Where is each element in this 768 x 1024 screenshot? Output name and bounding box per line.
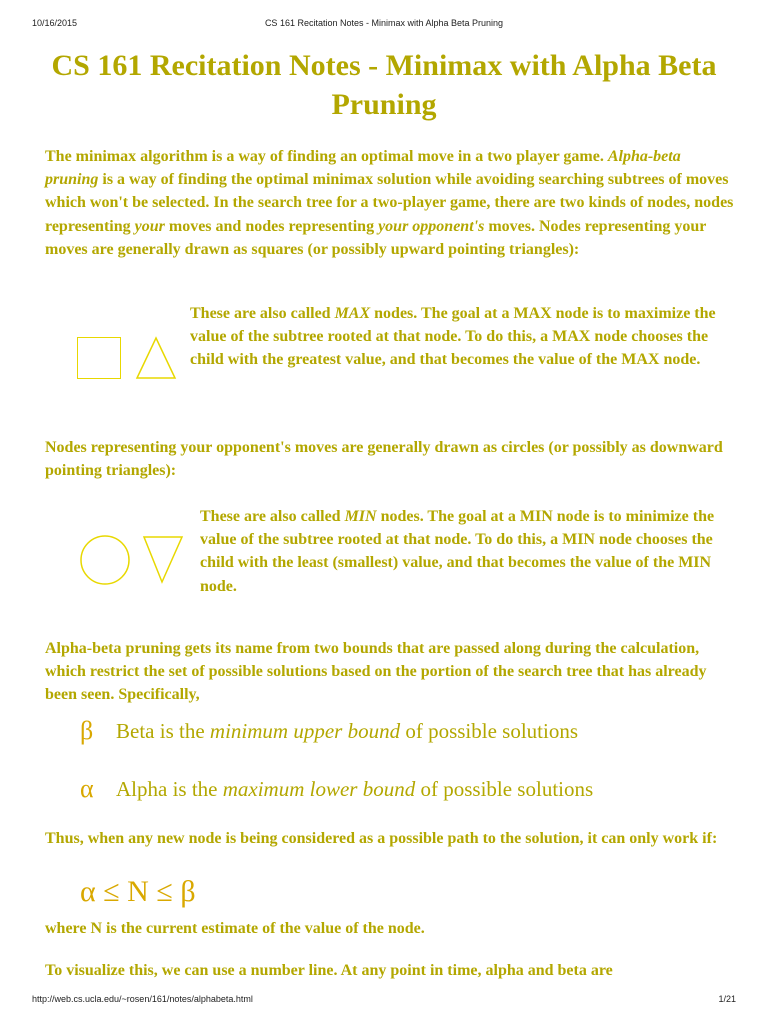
node-estimate-paragraph: where N is the current estimate of the value of the node.: [45, 920, 425, 937]
condition-paragraph: Thus, when any new node is being considered as a possible path to the solution, it can only work if:: [45, 830, 718, 847]
alpha-definition: α Alpha is the maximum lower bound of possible solutions: [80, 774, 594, 803]
print-url: http://web.cs.ucla.edu/~rosen/161/notes/alphabeta.html: [32, 994, 253, 1004]
beta-symbol: β: [80, 716, 94, 745]
intro-paragraph: The minimax algorithm is a way of finding an optimal move in a two player game. Alpha-beta pruning is a way of finding the optimal minimax solution while avoiding searching subtrees of moves which won't be selected. In the search tree for a two-player game, there are two kinds of nodes, nodes representing your moves and nodes representing your opponent's moves. Nodes representing your moves are generally drawn as squares (or possibly upward pointing triangles):: [45, 148, 734, 258]
min-node-description: These are also called MIN nodes. The goal at a MIN node is to minimize the value of the subtree rooted at that node. To do this, a MIN node chooses the child with the least (smallest) value, and that becomes the value of the MIN node.: [200, 508, 715, 595]
max-node-description: These are also called MAX nodes. The goal at a MAX node is to maximize the value of the subtree rooted at that node. To do this, a MAX node chooses the child with the greatest value, and that becomes the value of the MAX node.: [190, 305, 716, 369]
page-number: 1/21: [718, 994, 736, 1004]
print-page-title: CS 161 Recitation Notes - Minimax with Alpha Beta Pruning: [264, 18, 504, 28]
down-triangle-icon: [140, 534, 186, 586]
document-title: CS 161 Recitation Notes - Minimax with Alpha Beta Pruning: [51, 49, 717, 121]
max-square-icon: [77, 337, 121, 379]
alpha-symbol: α: [80, 774, 94, 803]
min-circle-icon: [78, 532, 134, 588]
bound-formula: α ≤ N ≤ β: [80, 875, 196, 908]
print-date: 10/16/2015: [32, 18, 78, 28]
up-triangle-icon: [134, 335, 178, 381]
beta-definition: β Beta is the minimum upper bound of possible solutions: [80, 716, 579, 745]
bounds-paragraph: Alpha-beta pruning gets its name from two bounds that are passed along during the calculation, which restrict the set of possible solutions based on the portion of the search tree that has already been seen. Specifically,: [45, 640, 707, 704]
alpha-beta-term: Alpha-beta pruning: [45, 148, 681, 189]
number-line-paragraph: To visualize this, we can use a number line. At any point in time, alpha and beta are: [45, 962, 613, 979]
opponent-paragraph: Nodes representing your opponent's moves are generally drawn as circles (or possibly as downward pointing triangles):: [45, 439, 723, 480]
